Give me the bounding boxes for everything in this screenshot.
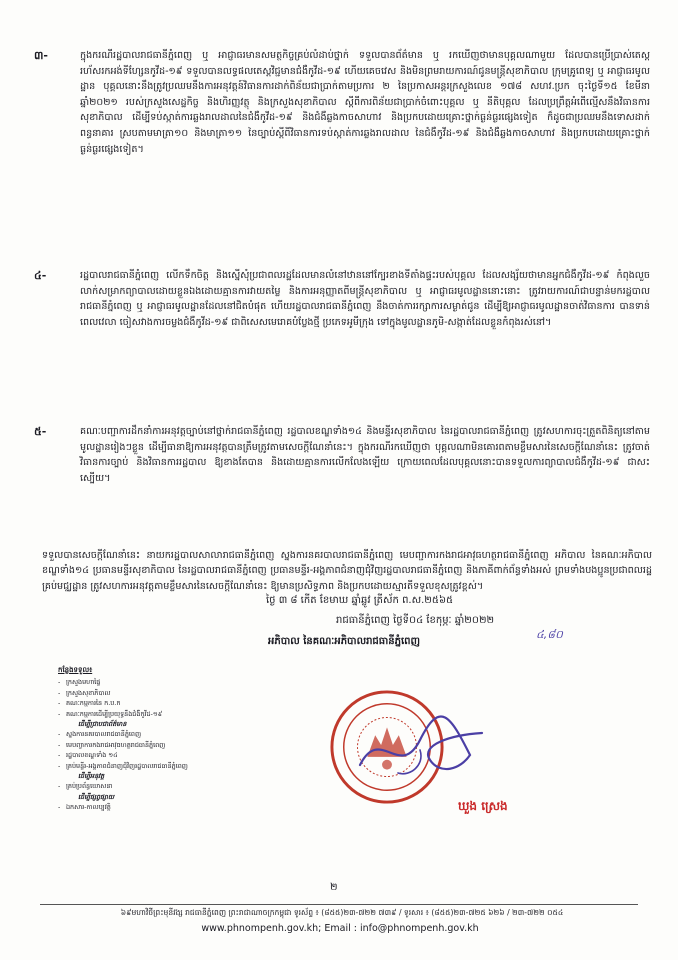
item-4-text: រដ្ឋបាលរាជធានីភ្នំពេញ លើកទឹកចិត្ត និងស្នើសុំប្រជាពលរដ្ឋដែលមានលំនៅឋាននៅក្បែរខាងទីតាំងផ្ទះរបស់បុគ្គល ដែលសង្ស័យថាមានអ្នកជំងឺកូវីដ-១៩ កំពុងលួចលាក់សម្រាកព្យាបាលដោយខ្លួនឯងដោយគ្មានការវាយតម្លៃ និងការអនុញ្ញាតពីមន្ត្រីសុខាភិបាល ឬ អាជ្ញាធរមូលដ្ឋាននោះនោះ ត្រូវរាយការណ៍ជាបន្ទាន់មករដ្ឋបាលរាជធានីភ្នំពេញ ឬ អាជ្ញាធរមូលដ្ឋានដែលនៅជិតបំផុត ហើយរដ្ឋបាលរាជធានីភ្នំពេញ នឹងចាត់ការរក្សាការសម្ងាត់ជូន ដើម្បីឱ្យអាជ្ញាធរមូលដ្ឋានចាត់វិធានការ បានទាន់ពេលវេលា ចៀសវាងការចម្លងជំងឺកូវីដ-១៩ ជាពិសេសមេរោគបំប្លែងថ្មី ប្រភេទអូមីក្រុង ទៅក្នុងមូលដ្ឋានភូមិ-សង្កាត់ដែលខ្លួនកំពុងរស់នៅ។ — [80, 270, 650, 328]
item-4-number: ៤- — [34, 269, 47, 282]
item-3-text: ក្នុងករណីរដ្ឋបាលរាជធានីភ្នំពេញ ឬ អាជ្ញាធរមានសមត្ថកិច្ចគ្រប់លំដាប់ថ្នាក់ ទទួលបានព័ត៌មាន ឬ រកឃើញថាមានបុគ្គលណាមួយ ដែលបានប្រើប្រាស់តេស្តរហ័សរកអង់ទីហ្សែនកូវីដ-១៩ ទទួលបានលទ្ធផលតេស្តវិជ្ជមានជំងឺកូវីដ-១៩ ហើយគេចវេស និងមិនព្រមរាយការណ៍ជូនមន្ត្រីសុខាភិបាល ក្រុមគ្រូពេទ្យ ឬ អាជ្ញាធរមូលដ្ឋាន បុគ្គលនោះនឹងត្រូវប្រឈមនឹងការអនុវត្តន៍វិធានការដាក់ពិន័យជាប្រាក់តាមប្រការ ២ នៃប្រកាសអន្តរក្រសួងលេខ ១៧៨ សហវ.ប្រក ចុះថ្ងៃទី១៥ ខែមីនា ឆ្នាំ២០២១ របស់ក្រសួងសេដ្ឋកិច្ច និងហិរញ្ញវត្ថុ និងក្រសួងសុខាភិបាល ស្តីពីការពិន័យជាប្រាក់ចំពោះបុគ្គល ឬ នីតិបុគ្គល ដែលប្រព្រឹត្តអំពើល្មើសនឹងវិធានការសុខាភិបាល ដើម្បីទប់ស្កាត់ការឆ្លងរាលដាលនៃជំងឺកូវីដ-១៩ និងជំងឺឆ្លងកាចសាហាវ និងប្រកបដោយគ្រោះថ្នាក់ធ្ងន់ធ្ងរផ្សេងទៀត ក៏ដូចជាប្រឈមនឹងទោសដាក់ពន្ធនាគារ ស្របតាមមាត្រា១០ និងមាត្រា១១ នៃច្បាប់ស្តីពីវិធានការទប់ស្កាត់ការឆ្លងរាលដាល នៃជំងឺកូវីដ-១៩ និងជំងឺឆ្លងកាចសាហាវ និងប្រកបដោយគ្រោះថ្នាក់ធ្ងន់ធ្ងរផ្សេងទៀត។ — [80, 50, 650, 155]
footer-address: ៦៩មហាវិថីព្រះមុនីវង្ស រាជធានីភ្នំពេញ ព្រះរាជាណាចក្រកម្ពុជា ទូរស័ព្ទ ៖ (៨៥៥)២៣-៧២២ ៧៣៩ / ទូរសារ ៖ (៨៥៥)២៣-៧២៥ ៦២៦ / ២៣-៧២២ ០៥៤ — [120, 908, 564, 917]
recipient-item: - គ្រប់មន្ទីរ-អង្គភាពជំនាញជុំវិញរដ្ឋបាលរាជធានីភ្នំពេញ — [58, 761, 243, 771]
signatory-title: អភិបាល នៃគណៈអភិបាលរាជធានីភ្នំពេញ — [268, 636, 421, 647]
recipient-item: - រដ្ឋបាលខណ្ឌទាំង ១៤ — [58, 750, 243, 760]
item-3-number: ៣- — [34, 49, 48, 62]
recipient-purpose: ដើម្បីជ្រាបជាព័ត៌មាន — [78, 720, 127, 729]
item-5-number: ៥- — [34, 425, 47, 438]
recipient-item: - ក្រសួងមហាផ្ទៃ — [58, 677, 243, 687]
item-3 — [34, 48, 650, 157]
recipient-item: - គ្រប់ប្រព័ន្ធឃោសនា — [58, 781, 243, 791]
recipient-item: - គណៈកម្មការដើម្បីប្រយុទ្ធនឹងជំងឺកូវីដ-១៩ — [58, 709, 243, 719]
item-5 — [34, 424, 650, 486]
handwritten-signature-icon — [350, 705, 490, 785]
recipient-item: - ឯកសារ-កាលប្បវត្តិ — [58, 802, 243, 812]
footer-divider — [40, 904, 638, 905]
closing-paragraph: ទទួលបានសេចក្តីណែនាំនេះ នាយករដ្ឋបាលសាលារាជធានីភ្នំពេញ ស្នងការនគរបាលរាជធានីភ្នំពេញ មេបញ្ជាការកងរាជអាវុធហត្ថរាជធានីភ្នំពេញ អភិបាល នៃគណៈអភិបាលខណ្ឌទាំង១៤ ប្រធានមន្ទីរសុខាភិបាល នៃរដ្ឋបាលរាជធានីភ្នំពេញ ប្រធានមន្ទីរ-អង្គភាពជំនាញជុំវិញរដ្ឋបាលរាជធានីភ្នំពេញ និងភាគីពាក់ព័ន្ធទាំងអស់ ព្រមទាំងបងប្អូនប្រជាពលរដ្ឋគ្រប់មជ្ឈដ្ឋាន ត្រូវសហការអនុវត្តតាមខ្លឹមសារនៃសេចក្តីណែនាំនេះ ឱ្យមានប្រសិទ្ធភាព និងប្រកបដោយស្មារតីទទួលខុសត្រូវខ្ពស់។ — [42, 549, 652, 592]
recipient-purpose: ដើម្បីផ្សព្វផ្សាយ — [78, 792, 115, 801]
signatory-name: ឃួង ស្រេង — [458, 799, 508, 813]
recipient-item: - ស្នងការនគរបាលរាជធានីភ្នំពេញ — [58, 729, 243, 739]
recipient-purpose: ដើម្បីអនុវត្ត — [78, 772, 105, 781]
footer-web-email: www.phnompenh.gov.kh; Email : info@phnompenh.gov.kh — [201, 923, 479, 934]
recipient-item: - មេបញ្ជាការកងរាជអាវុធហត្ថរាជធានីភ្នំពេញ — [58, 740, 243, 750]
item-4 — [34, 268, 650, 330]
recipients-block — [58, 665, 243, 813]
date-solar: រាជធានីភ្នំពេញ ថ្ងៃទី០៤ ខែកុម្ភៈ ឆ្នាំ២០២២ — [336, 615, 495, 626]
recipients-heading: កន្លែងទទួល៖ — [58, 666, 93, 674]
recipients-list — [58, 677, 243, 812]
recipient-item: - គណៈកម្មការនៃ ក.ប.ក — [58, 698, 243, 708]
date-lunar: ថ្ងៃ ៣ ៨ កើត ខែមាឃ ឆ្នាំឆ្លូវ ត្រីស័ក ព.ស.២៥៦៥ — [266, 595, 454, 606]
page-number: ២ — [330, 882, 338, 893]
item-5-text: គណៈបញ្ជាការដឹកនាំការអនុវត្តច្បាប់នៅថ្នាក់រាជធានីភ្នំពេញ រដ្ឋបាលខណ្ឌទាំង១៤ និងមន្ទីរសុខាភិបាល នៃរដ្ឋបាលរាជធានីភ្នំពេញ ត្រូវសហការចុះត្រួតពិនិត្យនៅតាមមូលដ្ឋានរៀងៗខ្លួន ដើម្បីធានាឱ្យការអនុវត្តបានត្រឹមត្រូវតាមសេចក្តីណែនាំនេះ។ ក្នុងករណីរកឃើញថា បុគ្គលណាមិនគោរពតាមខ្លឹមសារនៃសេចក្តីណែនាំនេះ ត្រូវចាត់វិធានការច្បាប់ និងវិធានការរដ្ឋបាល ឱ្យខាងតែបាន និងដោយគ្មានការលើកលែងឡើយ ក្រោយពេលដែលបុគ្គលនោះបានទទួលការព្យាបាលជំងឺកូវីដ-១៩ ជាសះស្បើយ។ — [80, 426, 650, 484]
recipient-item: - ក្រសួងសុខាភិបាល — [58, 688, 243, 698]
signatory-handwritten-mark: ៤,៨០ — [536, 628, 563, 641]
